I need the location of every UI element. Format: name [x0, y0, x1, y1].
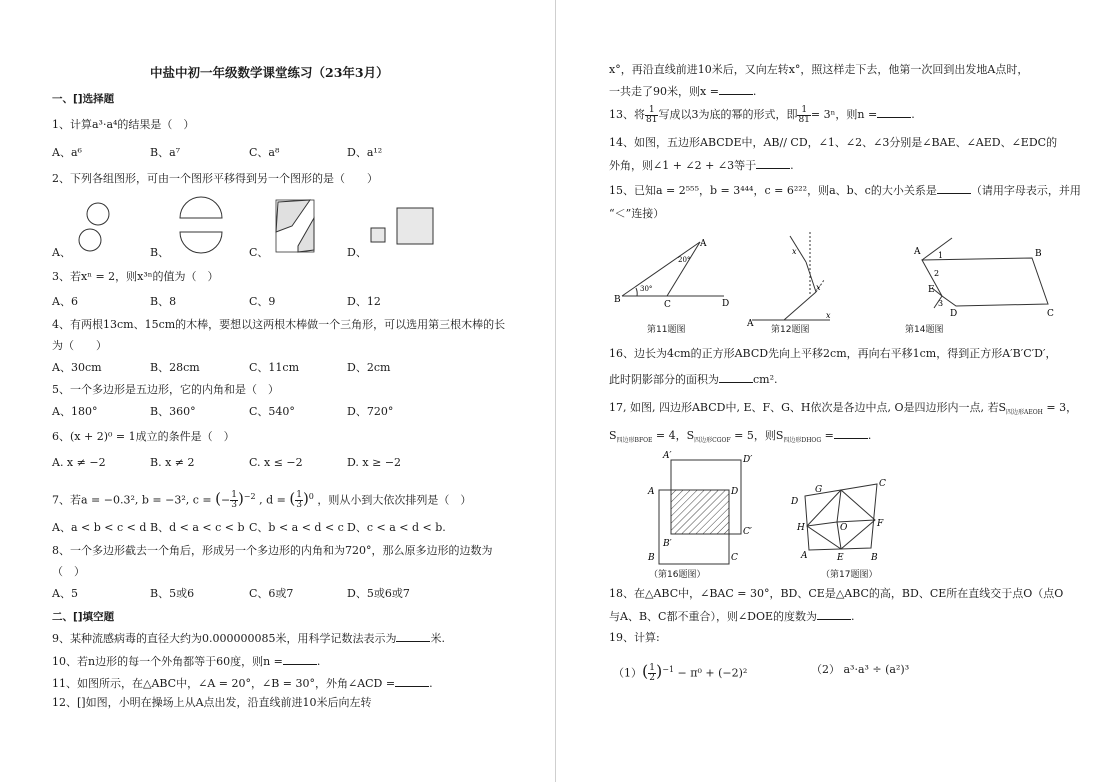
q13-fraction: $\frac{1}{81}$: [646, 104, 658, 125]
q3-option-b: B、8: [150, 295, 177, 308]
fig11-label-b: B: [614, 295, 621, 305]
section-fill-in: 二、[]填空题: [52, 611, 115, 623]
q7-stem-post: ，则从小到大依次排列是（ ）: [317, 493, 472, 507]
q14-stem-line1: 14、如图，五边形ABCDE中，AB// CD，∠1、∠2、∠3分别是∠BAE、∠AED、∠EDC的: [609, 136, 1058, 149]
fig17-label-g: G: [815, 485, 823, 495]
q8-option-c: C、6或7: [249, 587, 294, 600]
q19-part2: （2） a³·a³ ÷ (a²)³: [811, 663, 910, 676]
q16-stem-line2: 此时阴影部分的面积为 cm².: [609, 373, 778, 386]
fig11-label-a: A: [700, 239, 707, 249]
q2-fig-a-circles: [79, 203, 109, 251]
q17-stem-line1: 17, 如图, 四边形ABCD中, E、F、G、H依次是各边中点, O是四边形内一点, 若$S_{四边形AEOH} = 3$，: [609, 401, 1078, 417]
q14-stem-line2: 外角，则∠1 + ∠2 + ∠3等于 .: [609, 159, 794, 172]
q5-option-b: B、360°: [150, 405, 196, 418]
fig12-label-a: A: [747, 319, 754, 329]
q11-stem: 11、如图所示，在△ABC中，∠A = 20°，∠B = 30°，外角∠ACD = .: [52, 677, 433, 690]
q6-option-d: D. x ≥ −2: [347, 456, 402, 469]
fig12-x3: x: [792, 247, 797, 256]
q18-stem-line2: 与A、B、C都不重合），则∠DOE的度数为 .: [609, 610, 855, 623]
fig12-caption: 第12题图: [771, 325, 810, 335]
q1-option-b: B、a⁷: [150, 146, 181, 159]
q4-option-c: C、11cm: [249, 361, 300, 374]
fig17-label-h: H: [797, 523, 805, 533]
q2-stem: 2、下列各组图形，可由一个图形平移得到另一个图形的是（ ）: [52, 172, 378, 185]
fig11-angle-20: 20°: [678, 256, 691, 264]
q8-stem-line1: 8、一个多边形截去一个角后，形成另一个多边形的内角和为720°，那么原多边形的边数为: [52, 544, 493, 557]
q19-part1: （1）( $\frac{1}{2}$ )$^{-1}$ − π⁰ + (−2)²: [613, 661, 748, 684]
figures-16-17: [645, 450, 945, 570]
q18-stem-line1: 18、在△ABC中，∠BAC = 30°，BD、CE是△ABC的高，BD、CE所在直线交于点O（点O: [609, 587, 1064, 600]
q2-fig-c-parallelograms: [276, 200, 314, 252]
q17-stem-line2: $S_{四边形BFOE} = 4$，$S_{四边形CGOF} = 5$，则$S_{四边形DHOG}$ = .: [609, 429, 872, 445]
fig14-pentagon: [922, 238, 1048, 308]
fig14-label-a: A: [914, 247, 921, 257]
q3-stem: 3、若xⁿ = 2，则x³ⁿ的值为（ ）: [52, 270, 219, 283]
q7-c-sign: −: [220, 493, 231, 507]
q6-option-b: B. x ≠ 2: [150, 456, 195, 469]
fig11-triangle: [622, 242, 724, 296]
fig14-angle-2: 2: [934, 269, 940, 278]
q9-stem: 9、某种流感病毒的直径大约为0.000000085米，用科学记数法表示为 米.: [52, 632, 445, 645]
q12-stem-line1: 12、[]如图，小明在操场上从A点出发，沿直线前进10米后向左转: [52, 696, 372, 709]
q2-fig-b-semicircles: [180, 197, 222, 253]
q2-fig-d-squares: [371, 208, 433, 244]
q9-answer-blank[interactable]: [396, 631, 430, 642]
q19-stem: 19、计算:: [609, 631, 660, 644]
fig17-label-c: C: [879, 479, 886, 489]
fig16-label-d1: D′: [743, 455, 753, 465]
q7-d-exponent: 0: [308, 492, 314, 501]
q2-option-d: D、: [347, 246, 367, 259]
fig12-x2: x: [816, 283, 821, 292]
q7-option-d: D、c < a < d < b.: [347, 521, 446, 534]
q12-stem-line3: 一共走了90米，则x = .: [609, 85, 757, 98]
q5-option-a: A、180°: [52, 405, 98, 418]
fig16-label-b: B: [648, 553, 655, 563]
fig17-caption: （第17题图）: [821, 570, 878, 580]
q7-d-fraction: $\frac{1}{3}$: [296, 490, 302, 511]
fig17-label-a: A: [801, 551, 808, 561]
q7-option-c: C、b < a < d < c: [249, 521, 344, 534]
fig16-label-c: C: [731, 553, 738, 563]
q7-c-fraction: $\frac{1}{3}$: [231, 490, 237, 511]
q3-option-c: C、9: [249, 295, 276, 308]
fig11-caption: 第11题图: [647, 325, 686, 335]
right-page: [557, 0, 1111, 782]
q12-stem-line2: x°，再沿直线前进10米后，又向左转x°，照这样走下去，他第一次回到出发地A点时，: [609, 63, 1029, 76]
q5-option-c: C、540°: [249, 405, 295, 418]
q3-option-a: A、6: [52, 295, 78, 308]
q8-option-b: B、5或6: [150, 587, 195, 600]
section-choice: 一、[]选择题: [52, 93, 115, 105]
fig17-label-f: F: [877, 519, 884, 529]
q7-c-exponent: −2: [243, 492, 256, 501]
q5-stem: 5、一个多边形是五边形，它的内角和是（ ）: [52, 383, 279, 396]
q7-stem: 7、若a = −0.3², b = −3², c = (− $\frac{1}{3}$ )$^{-2}$ , d = ( $\frac{1}{3}$ )$^0$ ，则从小到大依次排列是（ ）: [52, 489, 472, 511]
q16-stem-line1: 16、边长为4cm的正方形ABCD先向上平移2cm，再向右平移1cm，得到正方形A′B′C′D′，: [609, 347, 1057, 360]
q2-option-c: C、: [249, 246, 269, 259]
q4-stem-line2: 为（ ）: [52, 339, 107, 352]
fig17-label-e: E: [837, 553, 844, 563]
q11-answer-blank[interactable]: [395, 676, 429, 687]
q4-option-b: B、28cm: [150, 361, 200, 374]
q14-answer-blank[interactable]: [756, 158, 790, 169]
q10-answer-blank[interactable]: [283, 654, 317, 665]
fig12-x1: x: [826, 311, 831, 320]
q6-option-a: A. x ≠ −2: [52, 456, 106, 469]
q2-option-b: B、: [150, 246, 170, 259]
q15-answer-blank[interactable]: [937, 183, 971, 194]
q4-stem-line1: 4、有两根13cm、15cm的木棒，要想以这两根木棒做一个三角形，可以选用第三根木棒的长: [52, 318, 506, 331]
q1-option-c: C、a⁸: [249, 146, 280, 159]
q7-option-b: B、d < a < c < b: [150, 521, 245, 534]
q13-stem: 13、将 $\frac{1}{81}$ 写成以3为底的幂的形式，即 $\frac{1}{81}$ = 3ⁿ，则n = .: [609, 104, 915, 125]
q7-option-a: A、a < b < c < d: [52, 521, 147, 534]
fig17-label-b: B: [871, 553, 878, 563]
fig14-label-d: D: [950, 309, 958, 319]
q3-option-d: D、12: [347, 295, 381, 308]
q6-option-c: C. x ≤ −2: [249, 456, 303, 469]
fig16-shaded-region: [671, 490, 729, 534]
fig14-angle-3: 3: [938, 299, 944, 308]
q10-stem: 10、若n边形的每一个外角都等于60度，则n = .: [52, 655, 321, 668]
fig14-label-e: E: [928, 285, 935, 295]
fig11-label-d: D: [722, 299, 730, 309]
fig16-label-c1: C′: [743, 527, 752, 537]
fig16-label-b1: B′: [663, 539, 672, 549]
q1-option-a: A、a⁶: [52, 146, 82, 159]
q2-option-a: A、: [52, 246, 71, 259]
fig16-label-a: A: [648, 487, 655, 497]
q6-stem: 6、(x + 2)⁰ = 1成立的条件是（ ）: [52, 430, 235, 443]
q8-stem-line2: （ ）: [52, 565, 85, 578]
q13-fraction-2: $\frac{1}{81}$: [798, 104, 810, 125]
q16-answer-blank[interactable]: [719, 372, 753, 383]
q13-answer-blank[interactable]: [877, 107, 911, 118]
q8-option-d: D、5或6或7: [347, 587, 410, 600]
fig14-label-c: C: [1047, 309, 1054, 319]
fig14-angle-1: 1: [938, 251, 944, 260]
fig11-angle-30: 30°: [640, 285, 653, 293]
q4-option-d: D、2cm: [347, 361, 391, 374]
q17-answer-blank[interactable]: [834, 428, 868, 439]
q1-option-d: D、a¹²: [347, 146, 383, 159]
fig16-label-d: D: [731, 487, 739, 497]
fig11-label-c: C: [664, 300, 671, 310]
q4-option-a: A、30cm: [52, 361, 102, 374]
q15-stem-line2: “＜”连接）: [609, 207, 665, 220]
q8-option-a: A、5: [52, 587, 78, 600]
page-divider: [555, 0, 556, 782]
q7-d-pre: , d =: [259, 493, 286, 507]
fig12-path: [752, 232, 830, 320]
fig16-label-a1: A′: [663, 451, 672, 461]
q5-option-d: D、720°: [347, 405, 394, 418]
page-title: 中盐中初一年级数学课堂练习（23年3月）: [150, 65, 389, 80]
fig14-caption: 第14题图: [905, 325, 944, 335]
fig14-label-b: B: [1035, 249, 1042, 259]
left-page: [0, 0, 555, 782]
q15-stem-line1: 15、已知a = 2⁵⁵⁵，b = 3⁴⁴⁴，c = 6²²²，则a、b、c的大小关系是 （请用字母表示，并用: [609, 184, 1081, 197]
q12-answer-blank[interactable]: [719, 84, 753, 95]
q1-stem: 1、计算a³·a⁴的结果是（ ）: [52, 118, 195, 131]
q18-answer-blank[interactable]: [817, 609, 851, 620]
figures-11-12-14: [612, 230, 1054, 334]
fig17-label-o: O: [840, 523, 848, 533]
fig16-caption: （第16题图）: [649, 570, 706, 580]
q7-stem-pre: 7、若a = −0.3², b = −3², c =: [52, 493, 212, 507]
fig17-label-d: D: [791, 497, 799, 507]
q19-fraction: $\frac{1}{2}$: [649, 663, 655, 684]
